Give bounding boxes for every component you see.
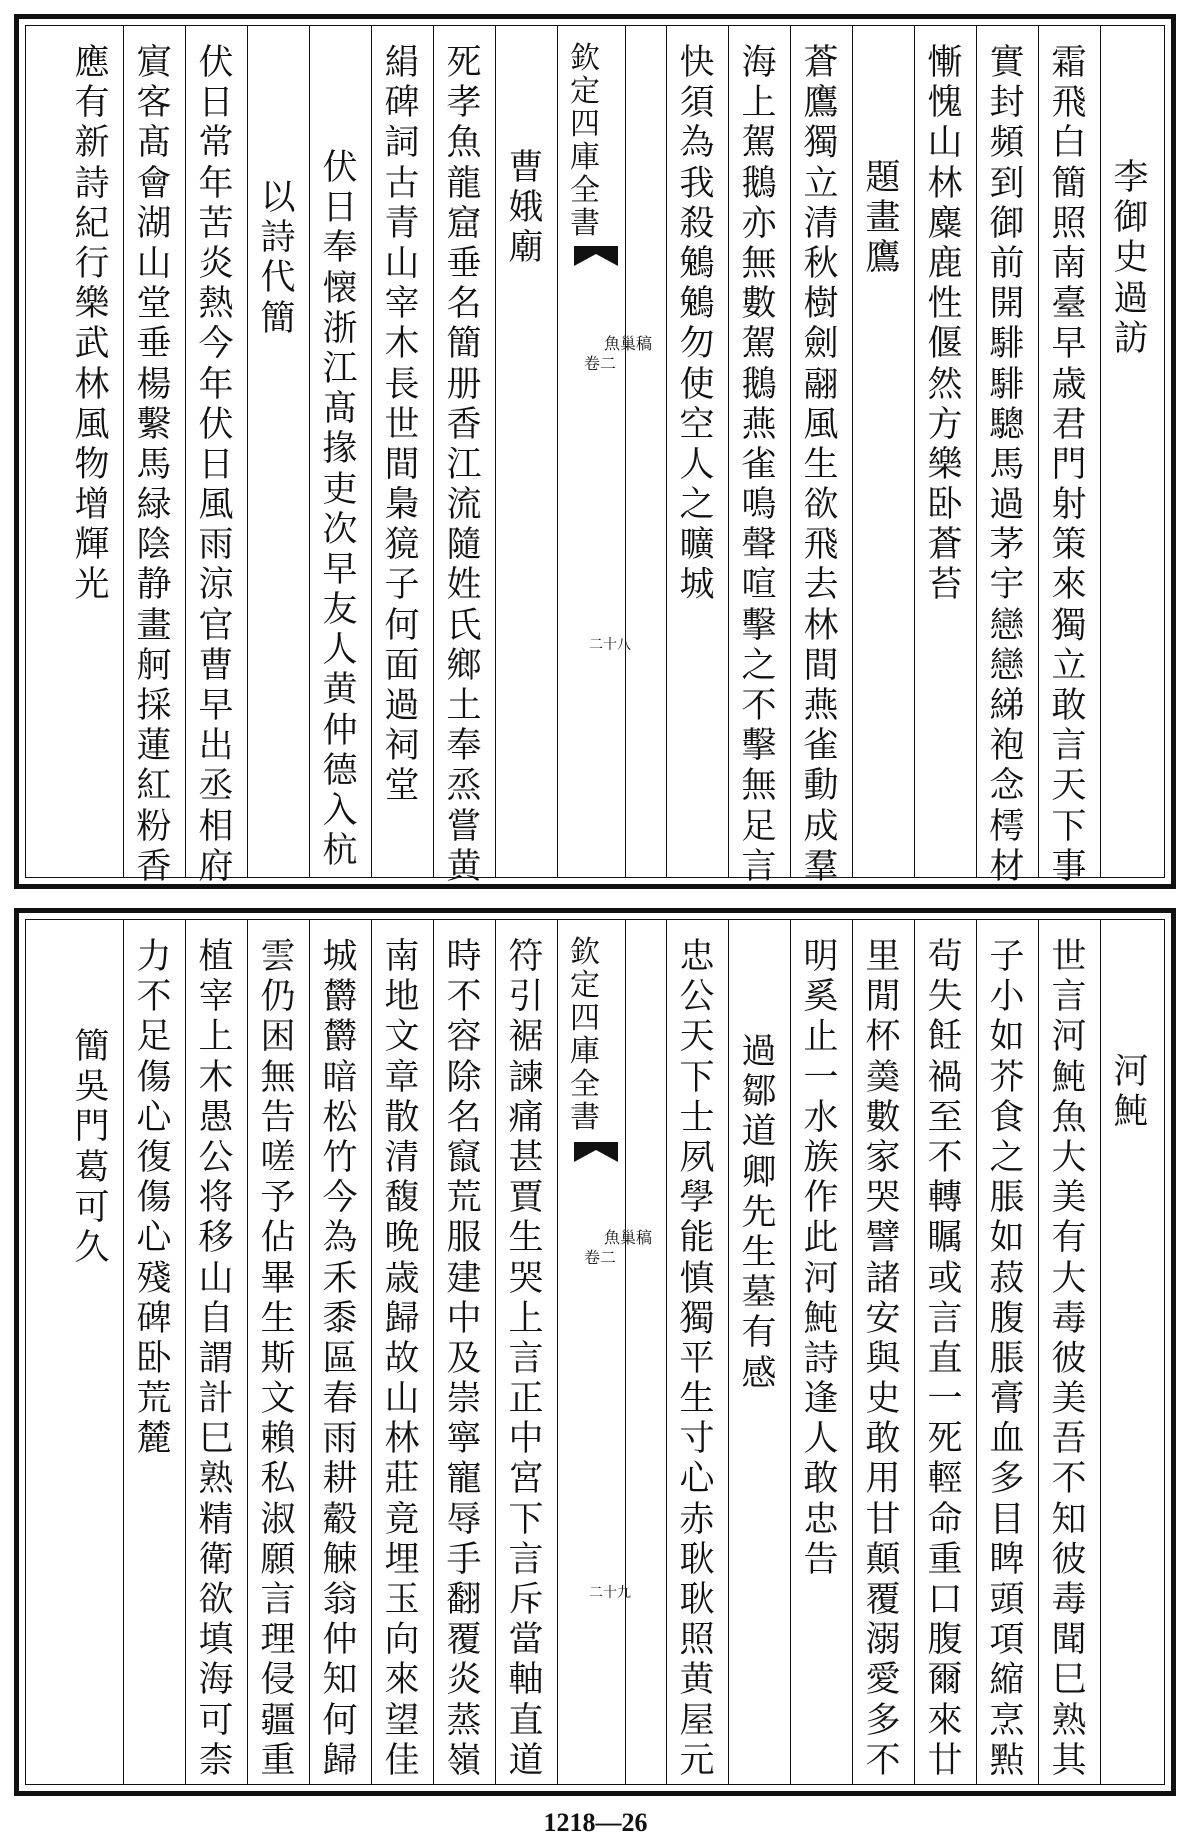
column-rule <box>914 920 915 1784</box>
spine-book-title: 魚巢稿 <box>604 1228 653 1247</box>
column-rule <box>625 26 626 877</box>
column-rule <box>309 920 310 1784</box>
text-column: 植 宰 上 木 愚 公 将 移 山 自 謂 計 巳 熟 精 衛 欲 填 海 可 柰 <box>198 937 234 1781</box>
column-rule <box>557 920 558 1784</box>
text-column: 符 引 裾 諫 痛 甚 賈 生 哭 上 言 正 中 宮 下 言 斥 當 軸 直 道 <box>508 937 544 1781</box>
column-rule <box>309 26 310 877</box>
poem-title-column: 以 詩 代 簡 <box>260 178 296 339</box>
text-column: 世 言 河 魨 魚 大 美 有 大 毒 彼 美 吾 不 知 彼 毒 聞 巳 熟 其 <box>1051 937 1087 1781</box>
column-rule <box>247 26 248 877</box>
column-rule <box>123 26 124 877</box>
poem-title-column: 過 鄒 道 卿 先 生 墓 有 感 <box>741 1032 777 1394</box>
poem-title-column: 題 畫 鷹 <box>865 158 901 279</box>
text-column: 茍 失 飪 禍 至 不 轉 瞩 或 言 直 一 死 輕 命 重 口 腹 爾 來 廿 <box>927 937 963 1781</box>
spine-book-title: 魚巢稿 <box>604 334 653 353</box>
text-column: 伏 日 奉 懐 浙 江 髙 掾 吏 次 早 友 人 黄 仲 德 入 杭 <box>322 148 358 872</box>
text-column: 城 欝 欝 暗 松 竹 今 為 禾 黍 區 春 雨 耕 觳 觫 翁 仲 知 何 歸 <box>322 937 358 1781</box>
fish-tail-mark-icon <box>574 246 618 266</box>
column-rule <box>1100 26 1101 877</box>
column-rule <box>976 26 977 877</box>
spine-volume: 卷二 <box>584 354 617 373</box>
poem-title-column: 李 御 史 過 訪 <box>1113 158 1149 359</box>
text-column: 海 上 駕 鵝 亦 無 數 駕 鵝 燕 雀 鳴 聲 喧 擊 之 不 擊 無 足 言 <box>741 43 777 887</box>
text-column: 里 閒 杯 羮 數 家 哭 譬 諸 安 與 史 敢 用 甘 顛 覆 溺 愛 多 不 <box>865 937 901 1781</box>
text-column: 實 封 頻 到 御 前 開 騑 騑 驄 馬 過 茅 宇 戀 戀 綈 袍 念 樗 材 <box>989 43 1025 887</box>
poem-title-column: 簡 吳 門 葛 可 久 <box>74 1027 110 1268</box>
column-rule <box>185 26 186 877</box>
text-column: 雲 仍 困 無 告 嗟 予 佔 畢 生 斯 文 賴 私 淑 願 言 理 侵 疆 重 <box>260 937 296 1781</box>
text-column: 應 有 新 詩 紀 行 樂 武 林 風 物 增 輝 光 <box>74 43 110 606</box>
text-column: 力 不 足 傷 心 復 傷 心 殘 碑 卧 荒 麓 <box>136 937 172 1460</box>
column-rule <box>666 920 667 1784</box>
text-column: 霜 飛 白 簡 照 南 臺 早 歳 君 門 射 策 來 獨 立 敢 言 天 下 事 <box>1051 43 1087 887</box>
text-column: 南 地 文 章 散 清 馥 晚 歳 歸 故 山 林 莊 竟 埋 玉 向 來 望 佳 <box>384 937 420 1781</box>
column-rule <box>852 920 853 1784</box>
poem-title-column: 河 魨 <box>1113 1052 1149 1133</box>
text-column: 伏 日 常 年 苦 炎 熱 今 年 伏 日 風 雨 涼 官 曹 早 出 丞 相 府 <box>198 43 234 887</box>
column-rule <box>790 920 791 1784</box>
column-rule <box>852 26 853 877</box>
column-rule <box>1038 26 1039 877</box>
column-rule <box>666 26 667 877</box>
column-rule <box>247 920 248 1784</box>
column-rule <box>123 920 124 1784</box>
text-column: 蒼 鷹 獨 立 清 秋 樹 劍 翮 風 生 欲 飛 去 林 間 燕 雀 動 成 羣 <box>803 43 839 887</box>
upper-page <box>14 14 1176 889</box>
text-column: 賔 客 髙 會 湖 山 堂 垂 楊 繫 馬 緑 陰 静 畫 舸 採 蓮 紅 粉 香 <box>136 43 172 887</box>
text-column: 子 小 如 芥 食 之 脹 如 菽 腹 脹 膏 血 多 目 睥 頭 項 縮 烹 㸃 <box>989 937 1025 1781</box>
spine-title: 欽 定 四 庫 全 書 <box>570 935 600 1135</box>
text-column: 忠 公 天 下 士 夙 學 能 慎 獨 平 生 寸 心 赤 耿 耿 照 黄 屋 元 <box>679 937 715 1781</box>
lower-page-frame <box>25 919 1165 1785</box>
column-rule <box>625 920 626 1784</box>
text-column: 絹 碑 詞 古 青 山 宰 木 長 世 間 梟 獍 子 何 面 過 祠 堂 <box>384 43 420 807</box>
column-rule <box>495 920 496 1784</box>
column-rule <box>371 920 372 1784</box>
column-rule <box>914 26 915 877</box>
spine-volume: 卷二 <box>584 1248 617 1267</box>
text-column: 時 不 容 除 名 竄 荒 服 建 中 及 崇 寧 寵 辱 手 翻 覆 炎 蒸 嶺 <box>446 937 482 1781</box>
spine-page-number: 二十八 <box>589 637 631 653</box>
column-rule <box>790 26 791 877</box>
lower-page <box>14 908 1176 1796</box>
column-rule <box>976 920 977 1784</box>
column-rule <box>557 26 558 877</box>
column-rule <box>433 920 434 1784</box>
column-rule <box>433 26 434 877</box>
spine-title: 欽 定 四 庫 全 書 <box>570 41 600 241</box>
page-number: 1218—26 <box>543 1808 648 1837</box>
column-rule <box>185 920 186 1784</box>
upper-page-frame <box>25 25 1165 887</box>
poem-title-column: 曹 娥 廟 <box>508 148 544 269</box>
spine-page-number: 二十九 <box>589 1585 631 1601</box>
column-rule <box>728 920 729 1784</box>
column-rule <box>371 26 372 877</box>
column-rule <box>728 26 729 877</box>
text-column: 明 奚 止 一 水 族 作 此 河 魨 詩 逢 人 敢 忠 告 <box>803 937 839 1580</box>
column-rule <box>495 26 496 877</box>
column-rule <box>1038 920 1039 1784</box>
column-rule <box>1100 920 1101 1784</box>
text-column: 慚 愧 山 林 麋 鹿 性 偃 然 方 樂 卧 蒼 苔 <box>927 43 963 606</box>
fish-tail-mark-icon <box>574 1142 618 1162</box>
text-column: 死 孝 魚 龍 窟 垂 名 簡 册 香 江 流 隨 姓 氏 鄉 土 奉 烝 嘗 黄 <box>446 43 482 887</box>
text-column: 快 須 為 我 殺 鵵 鵵 勿 使 空 人 之 曠 城 <box>679 43 715 606</box>
